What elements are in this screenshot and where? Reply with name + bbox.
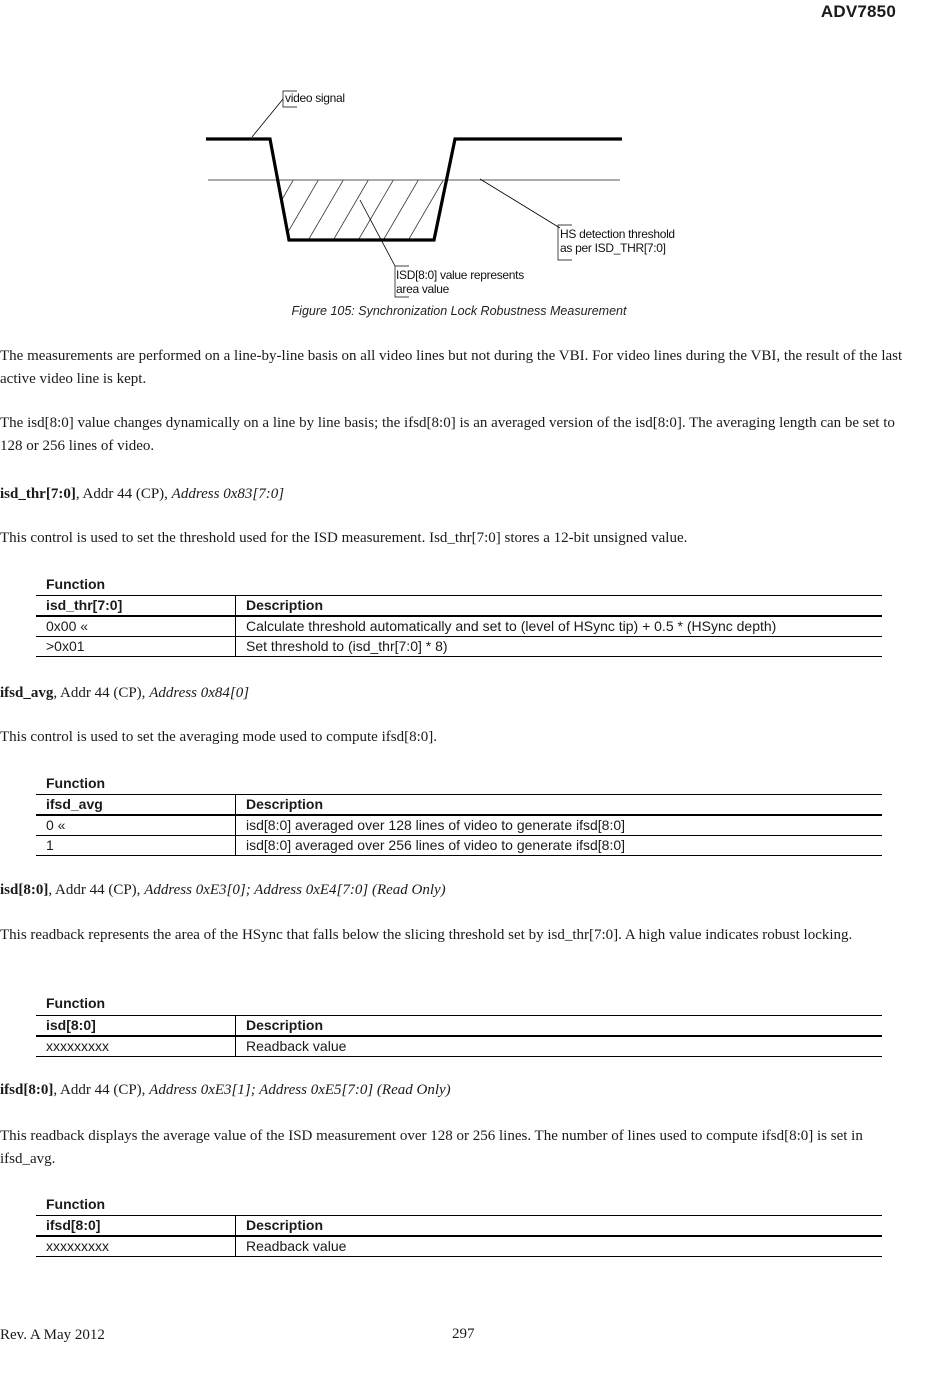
hs-threshold-leader <box>480 179 560 228</box>
isd-area-label-line1: ISD[8:0] value represents <box>396 268 524 282</box>
table-cell-value: >0x01 <box>36 637 236 657</box>
hs-threshold-label-line1: HS detection threshold <box>560 227 675 241</box>
paragraph-averaging: The isd[8:0] value changes dynamically on a line by line basis; the ifsd[8:0] is an averaged version of the isd[8:0]. The averaging length can be set to 128 or 256 lines of video. <box>0 415 895 454</box>
table-header-field: ifsd_avg <box>36 795 236 816</box>
table-row <box>36 637 882 657</box>
register-address-detail: Address 0xE3[0]; Address 0xE4[7:0] (Read Only) <box>144 882 446 898</box>
table-header-row <box>36 596 882 617</box>
table-cell-value: 0x00 « <box>36 616 236 637</box>
document-title: ADV7850 <box>820 2 896 21</box>
register-address-detail: Address 0x84[0] <box>149 685 250 701</box>
table-cell-description: Set threshold to (isd_thr[7:0] * 8) <box>236 637 883 657</box>
function-label: Function <box>46 1196 106 1212</box>
table-cell-description: isd[8:0] averaged over 128 lines of video to generate ifsd[8:0] <box>236 815 883 836</box>
register-heading <box>0 484 284 504</box>
register-address: , Addr 44 (CP), <box>53 685 150 701</box>
function-label: Function <box>46 995 106 1011</box>
isd-area-hatching <box>235 160 505 280</box>
function-table-isd <box>36 1015 882 1057</box>
function-table-isd-thr <box>36 595 882 657</box>
table-row <box>36 616 882 637</box>
table-row <box>36 1036 882 1057</box>
table-header-row <box>36 795 882 816</box>
register-address-detail: Address 0x83[7:0] <box>171 486 285 502</box>
function-table-ifsd-avg <box>36 794 882 856</box>
register-description: This readback represents the area of the HSync that falls below the slicing threshold set by isd_thr[7:0]. A high value indicates robust locking. <box>0 927 853 943</box>
table-row <box>36 1236 882 1257</box>
register-address-detail: Address 0xE3[1]; Address 0xE5[7:0] (Read Only) <box>149 1082 451 1098</box>
footer-revision: Rev. A May 2012 <box>0 1327 105 1343</box>
table-header-field: isd_thr[7:0] <box>36 596 236 617</box>
table-cell-value: 0 « <box>36 815 236 836</box>
table-header-description: Description <box>236 795 883 816</box>
figure-caption: Figure 105: Synchronization Lock Robustness Measurement <box>291 304 627 318</box>
table-cell-value: xxxxxxxxx <box>36 1236 236 1257</box>
register-description: This control is used to set the threshold used for the ISD measurement. Isd_thr[7:0] stores a 12-bit unsigned value. <box>0 530 688 546</box>
function-label: Function <box>46 775 106 791</box>
register-name: isd_thr[7:0] <box>0 486 76 502</box>
table-header-description: Description <box>236 1216 883 1237</box>
table-cell-description: isd[8:0] averaged over 256 lines of video to generate ifsd[8:0] <box>236 836 883 856</box>
table-header-field: ifsd[8:0] <box>36 1216 236 1237</box>
table-cell-value: xxxxxxxxx <box>36 1036 236 1057</box>
table-row <box>36 836 882 856</box>
isd-area-leader <box>360 200 395 266</box>
register-address: , Addr 44 (CP), <box>48 882 145 898</box>
footer-page-number: 297 <box>452 1326 475 1342</box>
register-name: isd[8:0] <box>0 882 49 898</box>
register-heading <box>0 1080 451 1100</box>
paragraph-measurements: The measurements are performed on a line-by-line basis on all video lines but not during the VBI. For video lines during the VBI, the result of the last active video line is kept. <box>0 348 903 387</box>
table-header-field: isd[8:0] <box>36 1016 236 1037</box>
register-heading <box>0 683 249 703</box>
isd-area-label-line2: area value <box>396 282 450 296</box>
register-name: ifsd_avg <box>0 685 54 701</box>
table-cell-description: Readback value <box>236 1236 883 1257</box>
register-heading <box>0 880 446 900</box>
table-header-row <box>36 1016 882 1037</box>
table-header-description: Description <box>236 1016 883 1037</box>
register-name: ifsd[8:0] <box>0 1082 54 1098</box>
register-description: This readback displays the average value of the ISD measurement over 128 or 256 lines. The number of lines used to compute ifsd[8:0] is set in ifsd_avg. <box>0 1128 863 1167</box>
register-address: , Addr 44 (CP), <box>53 1082 150 1098</box>
video-signal-label: video signal <box>285 91 345 105</box>
hs-threshold-label-line2: as per ISD_THR[7:0] <box>560 241 666 255</box>
table-cell-value: 1 <box>36 836 236 856</box>
table-header-row <box>36 1216 882 1237</box>
table-cell-description: Calculate threshold automatically and set to (level of HSync tip) + 0.5 * (HSync depth) <box>236 616 883 637</box>
video-signal-leader <box>252 99 283 137</box>
register-description: This control is used to set the averaging mode used to compute ifsd[8:0]. <box>0 729 437 745</box>
sync-lock-figure <box>200 80 700 305</box>
table-cell-description: Readback value <box>236 1036 883 1057</box>
table-row <box>36 815 882 836</box>
table-header-description: Description <box>236 596 883 617</box>
register-address: , Addr 44 (CP), <box>75 486 172 502</box>
function-label: Function <box>46 576 106 592</box>
function-table-ifsd <box>36 1215 882 1257</box>
